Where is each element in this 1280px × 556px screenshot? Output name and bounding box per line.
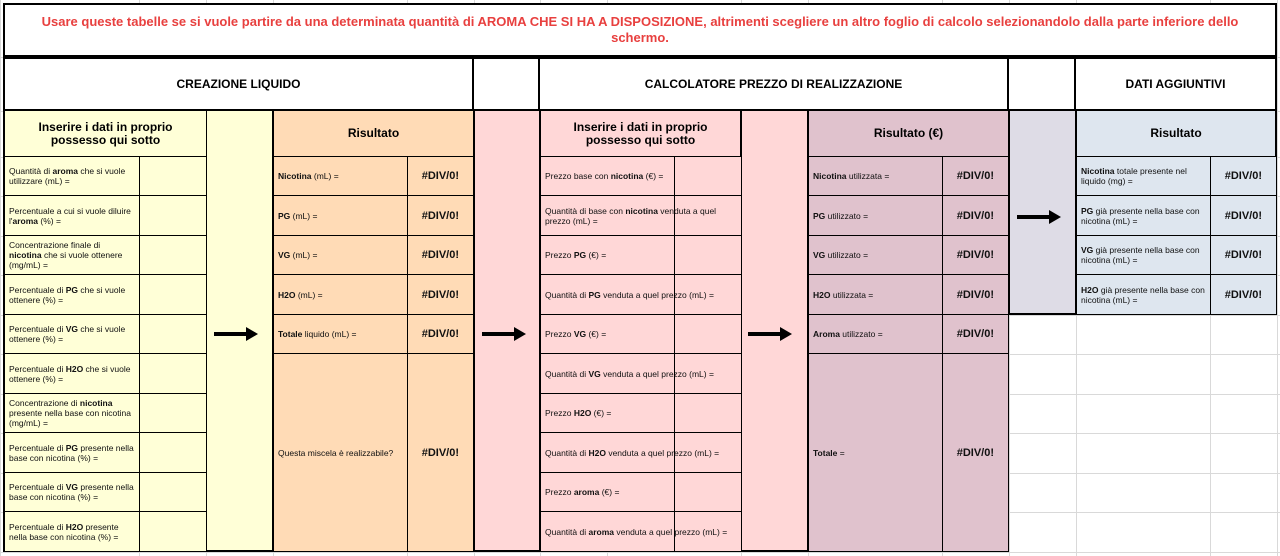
label-text: (€) = [586,329,607,339]
result-value[interactable]: #DIV/0! [407,354,473,552]
label-text: già presente nella base con nicotina (mL) = [1081,284,1205,305]
result-value[interactable]: #DIV/0! [407,196,473,236]
label-keyword: VG [65,482,78,492]
arrow-right-icon [1017,210,1061,224]
label [9,206,135,226]
label-text: (mL) = [290,250,318,260]
extra-result-label[interactable] [1077,236,1210,275]
input-value-field[interactable] [139,473,206,512]
label-text: Percentuale di [9,284,66,295]
result-label[interactable] [274,315,407,354]
section-title-creazione[interactable]: CREAZIONE LIQUIDO [3,57,474,111]
input-label[interactable] [5,512,139,552]
label [1081,285,1206,305]
label [813,171,889,181]
label-text: (mL) = [311,171,339,181]
label [1081,166,1206,186]
label-keyword: PG [588,289,601,300]
label-text: Percentuale di [9,521,66,532]
price-input-field[interactable] [674,394,741,433]
label [9,285,135,305]
cost-result-value[interactable]: #DIV/0! [942,315,1008,354]
label [278,171,339,181]
input-value-field[interactable] [139,512,206,552]
result-label[interactable] [274,236,407,275]
input-header-calcolatore[interactable]: Inserire i dati in proprio possesso qui sotto [541,111,740,157]
label-text: già presente nella base con nicotina (mL) = [1081,245,1200,265]
label [9,324,135,344]
input-label[interactable] [5,236,139,275]
label-text: Quantità di [545,447,589,458]
label-text: che si vuole ottenere (%) = [9,324,126,344]
label-text: già presente nella base con nicotina (mL) = [1081,205,1200,226]
cost-result-label[interactable] [809,236,942,275]
label [9,482,135,502]
price-input-field[interactable] [674,275,741,315]
arrow-right-icon [214,327,258,341]
label-keyword: aroma [588,526,614,537]
label-text: presente nella base con nicotina (mg/mL) = [9,408,131,428]
cost-result-label[interactable] [809,196,942,236]
label-text: Percentuale di [9,324,66,334]
label-keyword: H2O [588,447,606,458]
input-value-field[interactable] [139,315,206,354]
label-text: Quantità di [545,526,589,537]
section-spacer [474,57,540,111]
label-keyword: Nicotina [1081,166,1115,176]
cost-result-value[interactable]: #DIV/0! [942,157,1008,196]
label-text: che si vuole ottenere (mg/mL) = [9,250,123,270]
label-keyword: nicotina [79,398,113,408]
label [1081,206,1206,226]
label-text: utilizzata = [830,289,874,300]
result-label[interactable] [274,157,407,196]
label-text: utilizzato = [825,250,869,260]
label-keyword: nicotina [610,171,644,181]
input-value-field[interactable] [139,354,206,394]
label [545,171,663,181]
label [1081,245,1206,265]
label-keyword: H2O [573,408,592,418]
label-text: Percentuale a cui si vuole diluire l' [9,205,131,226]
label-keyword: H2O [65,363,84,374]
arrow-right-icon [482,327,526,341]
label-text: Percentuale di [9,363,66,374]
result-value[interactable]: #DIV/0! [407,275,473,315]
label-keyword: aroma [573,487,600,497]
label-text: Questa miscela è realizzabile? [278,447,394,458]
label [9,443,135,463]
label-text: Prezzo [545,250,574,260]
label [278,250,317,260]
label [9,240,135,270]
cost-result-label[interactable] [809,354,942,552]
label-text: venduta a quel prezzo (mL) = [605,447,720,458]
label-keyword: H2O [1081,284,1099,295]
label-text: Percentuale di [9,442,66,453]
result-label[interactable] [274,354,407,552]
input-label[interactable] [5,473,139,512]
label-keyword: aroma [52,166,78,176]
label-keyword: PG [813,210,826,221]
label-text: (€) = [599,487,620,497]
label-text: (mL) = [290,210,318,221]
label-keyword: VG [65,324,78,334]
label-keyword: VG [1081,245,1094,255]
label-text: Concentrazione di [9,398,80,408]
label-text: presente nella base con nicotina (%) = [9,442,134,463]
label-keyword: PG [573,250,587,260]
input-value-field[interactable] [139,275,206,315]
extra-result-value[interactable]: #DIV/0! [1210,196,1276,236]
extra-result-value[interactable]: #DIV/0! [1210,236,1276,275]
gridline [0,552,1280,553]
extra-result-label[interactable] [1077,196,1210,236]
label-keyword: Totale [813,447,838,458]
label-text: che si vuole ottenere (%) = [9,284,126,305]
label-text: che si vuole ottenere (%) = [9,363,131,384]
label [278,211,317,221]
label-keyword: PG [1081,205,1094,216]
label-text: (€) = [643,171,664,181]
label-keyword: VG [813,250,826,260]
label-text: venduta a quel prezzo (mL) = [600,289,714,300]
result-label[interactable] [274,275,407,315]
input-label[interactable] [5,433,139,473]
label-text: utilizzato = [825,210,869,221]
label [278,329,357,339]
cost-result-value[interactable]: #DIV/0! [942,354,1008,552]
input-label[interactable] [5,196,139,236]
label [278,290,323,300]
input-value-field[interactable] [139,433,206,473]
label-text: liquido (mL) = [302,329,357,339]
label-text: Quantità di base con [545,205,626,216]
label [545,250,606,260]
label-text: Quantità di [545,368,589,379]
label-text: che si vuole utilizzare (mL) = [9,166,126,186]
label-text: = [837,447,845,458]
label-text: Quantità di [545,289,589,300]
label-keyword: VG [573,329,587,339]
input-header-creazione[interactable]: Inserire i dati in proprio possesso qui sotto [5,111,206,157]
label-keyword: Totale [278,329,303,339]
label-text: Prezzo [545,329,574,339]
label-keyword: PG [278,210,291,221]
cost-result-value[interactable]: #DIV/0! [942,236,1008,275]
price-input-field[interactable] [674,157,741,196]
extra-result-label[interactable] [1077,275,1210,315]
price-input-field[interactable] [674,512,741,552]
label-text: Prezzo [545,408,574,418]
label-text: venduta a quel prezzo (mL) = [614,526,728,537]
label-text: (%) = [38,215,61,226]
label-text: presente nella base con nicotina (%) = [9,482,134,502]
price-input-field[interactable] [674,354,741,394]
input-label[interactable] [5,315,139,354]
cost-result-value[interactable]: #DIV/0! [942,275,1008,315]
label-text: (€) = [586,250,607,260]
input-value-field[interactable] [139,394,206,433]
cost-result-value[interactable]: #DIV/0! [942,196,1008,236]
input-value-field[interactable] [139,157,206,196]
input-value-field[interactable] [139,236,206,275]
result-value[interactable]: #DIV/0! [407,157,473,196]
label [813,329,883,339]
label [545,408,611,418]
label [813,211,868,221]
label [545,329,606,339]
cost-result-label[interactable] [809,157,942,196]
label [9,166,135,186]
label-text: totale presente nel liquido (mg) = [1081,166,1187,186]
label-keyword: VG [278,250,291,260]
input-label[interactable] [5,354,139,394]
label [278,448,393,458]
result-value[interactable]: #DIV/0! [407,315,473,354]
section-title-dati[interactable]: DATI AGGIUNTIVI [1076,57,1277,111]
input-label[interactable] [5,275,139,315]
label [813,290,873,300]
label-keyword: H2O [813,289,831,300]
instruction-banner[interactable]: Usare queste tabelle se si vuole partire da una determinata quantità di AROMA CHE SI HA A DISPOSIZIONE, altrimenti scegliere un altro foglio di calcolo selezionandolo dalla parte inferiore dello schermo. [3,3,1277,57]
label [813,448,845,458]
label-text: Prezzo base con [545,171,611,181]
input-label[interactable] [5,394,139,433]
label [813,250,868,260]
extra-result-value[interactable]: #DIV/0! [1210,275,1276,315]
input-label[interactable] [5,157,139,196]
label-keyword: Aroma [813,329,840,339]
label-text: venduta a quel prezzo (mL) = [545,205,717,226]
label-keyword: nicotina [9,250,42,260]
extra-result-value[interactable]: #DIV/0! [1210,157,1276,196]
result-value[interactable]: #DIV/0! [407,236,473,275]
label [9,364,135,384]
result-header-dati[interactable]: Risultato [1077,111,1275,157]
section-spacer [1009,57,1076,111]
label-text: (mL) = [295,289,323,300]
section-title-calcolatore[interactable]: CALCOLATORE PREZZO DI REALIZZAZIONE [540,57,1009,111]
label-text: Percentuale di [9,482,66,492]
label-keyword: aroma [12,215,39,226]
cost-result-label[interactable] [809,315,942,354]
label-text: Prezzo [545,487,574,497]
cost-result-label[interactable] [809,275,942,315]
label-text: presente nella base con nicotina (%) = [9,521,119,542]
label [545,487,619,497]
label-keyword: PG [65,284,78,295]
price-input-field[interactable] [674,196,741,236]
price-input-field[interactable] [674,473,741,512]
input-value-field[interactable] [139,196,206,236]
label-keyword: H2O [278,289,296,300]
arrow-right-icon [748,327,792,341]
price-input-field[interactable] [674,433,741,473]
price-input-field[interactable] [674,315,741,354]
label [9,522,135,542]
label-keyword: VG [588,368,601,379]
extra-result-label[interactable] [1077,157,1210,196]
label-text: (€) = [591,408,612,418]
label-keyword: H2O [65,521,84,532]
price-input-field[interactable] [674,236,741,275]
label-text: Quantità di [9,166,53,176]
label-keyword: Nicotina [813,171,847,181]
label-keyword: Nicotina [278,171,312,181]
result-label[interactable] [274,196,407,236]
label-text: Concentrazione finale di [9,240,101,250]
label [9,398,135,428]
result-header-calcolatore[interactable]: Risultato (€) [809,111,1008,157]
label-keyword: nicotina [625,205,658,216]
label-keyword: PG [65,442,78,453]
result-header-creazione[interactable]: Risultato [274,111,473,157]
label-text: utilizzata = [846,171,890,181]
label-text: venduta a quel prezzo (mL) = [600,368,714,379]
label-text: utilizzato = [839,329,883,339]
